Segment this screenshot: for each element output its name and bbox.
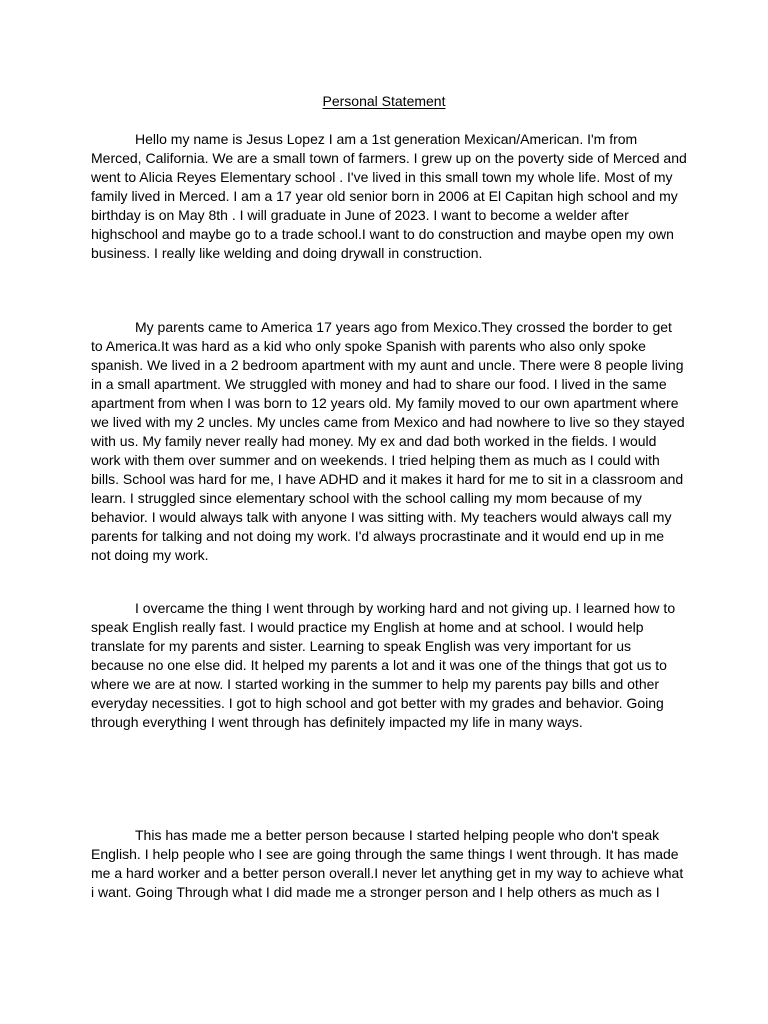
paragraph-line: to America.It was hard as a kid who only spoke Spanish with parents who also only spoke	[91, 338, 646, 354]
paragraph-line: translate for my parents and sister. Learning to speak English was very important for us	[91, 638, 632, 654]
paragraph-line: in a small apartment. We struggled with money and had to share our food. I lived in the same	[91, 376, 667, 392]
paragraph-line: highschool and maybe go to a trade school.I want to do construction and maybe open my own	[91, 226, 674, 242]
paragraph-line: Merced, California. We are a small town of farmers. I grew up on the poverty side of Merced and	[91, 150, 687, 166]
paragraph-line: went to Alicia Reyes Elementary school . I've lived in this small town my whole life. Most of my	[91, 169, 673, 185]
paragraph-line: i want. Going Through what I did made me a stronger person and I help others as much as I	[91, 884, 660, 900]
paragraph-line: bills. School was hard for me, I have ADHD and it makes it hard for me to sit in a classroom and	[91, 471, 684, 487]
paragraph-line: family lived in Merced. I am a 17 year old senior born in 2006 at El Capitan high school and my	[91, 188, 678, 204]
paragraph-line: business. I really like welding and doing drywall in construction.	[91, 245, 483, 261]
paragraph-line: spanish. We lived in a 2 bedroom apartment with my aunt and uncle. There were 8 people living	[91, 357, 684, 373]
paragraph-line: learn. I struggled since elementary school with the school calling my mom because of my	[91, 490, 642, 506]
paragraph-line: My parents came to America 17 years ago from Mexico.They crossed the border to get	[135, 319, 672, 335]
paragraph-line: apartment from when I was born to 12 years old. My family moved to our own apartment where	[91, 395, 679, 411]
paragraph-2	[91, 318, 685, 565]
paragraph-line: everyday necessities. I got to high school and got better with my grades and behavior. Going	[91, 695, 664, 711]
paragraph-1	[91, 130, 687, 263]
paragraph-line: I overcame the thing I went through by working hard and not giving up. I learned how to	[135, 600, 676, 616]
paragraph-line: birthday is on May 8th . I will graduate in June of 2023. I want to become a welder after	[91, 207, 629, 223]
paragraph-line: through everything I went through has definitely impacted my life in many ways.	[91, 714, 583, 730]
paragraph-line: behavior. I would always talk with anyone I was sitting with. My teachers would always call my	[91, 509, 672, 525]
paragraph-line: This has made me a better person because I started helping people who don't speak	[135, 827, 660, 843]
paragraph-line: English. I help people who I see are going through the same things I went through. It has made	[91, 846, 679, 862]
paragraph-line: not doing my work.	[91, 547, 209, 563]
document-title: Personal Statement	[322, 93, 446, 109]
paragraph-3	[91, 599, 681, 732]
paragraph-line: with us. My family never really had money. My ex and dad both worked in the fields. I would	[91, 433, 657, 449]
paragraph-line: speak English really fast. I would practice my English at home and at school. I would help	[91, 619, 644, 635]
paragraph-line: parents for talking and not doing my work. I'd always procrastinate and it would end up in me	[91, 528, 665, 544]
paragraph-line: work with them over summer and on weekends. I tried helping them as much as I could with	[91, 452, 660, 468]
paragraph-line: we lived with my 2 uncles. My uncles came from Mexico and had nowhere to live so they stayed	[91, 414, 685, 430]
paragraph-line: because no one else did. It helped my parents a lot and it was one of the things that got us to	[91, 657, 667, 673]
document-title-container	[0, 92, 768, 111]
paragraph-line: Hello my name is Jesus Lopez I am a 1st generation Mexican/American. I'm from	[135, 131, 638, 147]
paragraph-4	[91, 826, 684, 902]
paragraph-line: where we are at now. I started working in the summer to help my parents pay bills and other	[91, 676, 660, 692]
paragraph-line: me a hard worker and a better person overall.I never let anything get in my way to achieve what	[91, 865, 684, 881]
